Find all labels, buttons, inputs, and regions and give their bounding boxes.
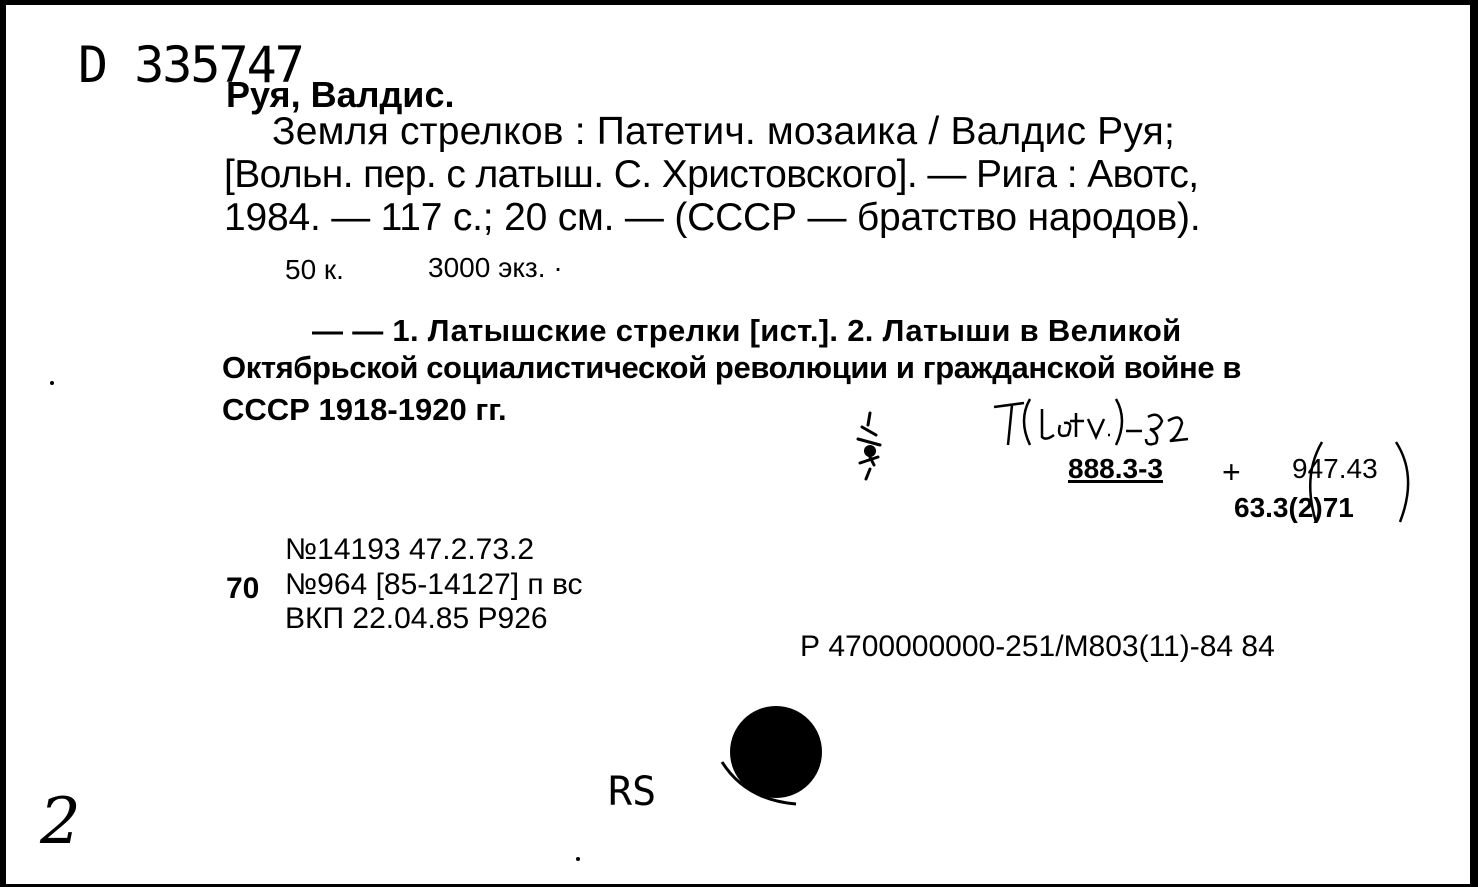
card-border-left xyxy=(0,0,6,887)
price: 50 к. xyxy=(285,254,344,285)
rs-stamp: RS xyxy=(608,769,657,815)
description-line-2: [Вольн. пер. с латыш. С. Христовского]. — Рига : Авотс, xyxy=(224,153,1199,196)
classification-bracket-icon xyxy=(1300,436,1420,526)
author-heading: Руя, Валдис. xyxy=(226,74,455,115)
catalog-line-2: №964 [85-14127] п вс xyxy=(285,568,583,601)
catalog-line-3: ВКП 22.04.85 Р926 xyxy=(285,602,548,635)
description-line-1: Земля стрелков : Патетич. мозаика / Валдис Руя; xyxy=(272,110,1176,153)
catalog-line-1: №14193 47.2.73.2 xyxy=(285,533,535,566)
classification-plus: + xyxy=(1222,454,1241,490)
description-line-3: 1984. — 117 с.; 20 см. — (СССР — братство народов). xyxy=(224,196,1201,239)
corner-mark: 2 xyxy=(40,785,81,859)
card-border-right xyxy=(1470,0,1478,887)
card-border-top xyxy=(0,0,1478,5)
subject-line-1: — — 1. Латышские стрелки [ист.]. 2. Латыши в Великой xyxy=(312,313,1182,348)
classification-primary: 947.43 xyxy=(1292,453,1378,484)
ink-smudge-icon xyxy=(840,405,900,485)
subject-line-3: СССР 1918-1920 гг. xyxy=(222,392,507,427)
classification-secondary: 63.3(2)71 xyxy=(1234,492,1354,523)
catalog-prefix: 70 xyxy=(226,572,260,605)
classification-struck: 888.3-3 xyxy=(1068,453,1163,484)
speck-mark-left xyxy=(50,381,54,385)
copies: 3000 экз. · xyxy=(428,252,563,283)
punched-dot-icon xyxy=(716,700,836,810)
publication-code: Р 4700000000-251/М803(11)-84 84 xyxy=(800,630,1275,663)
subject-line-2: Октябрьской социалистической революции и гражданской войне в xyxy=(222,350,1242,385)
call-number: D 335747 xyxy=(78,36,303,94)
speck-mark-bottom xyxy=(576,857,580,861)
